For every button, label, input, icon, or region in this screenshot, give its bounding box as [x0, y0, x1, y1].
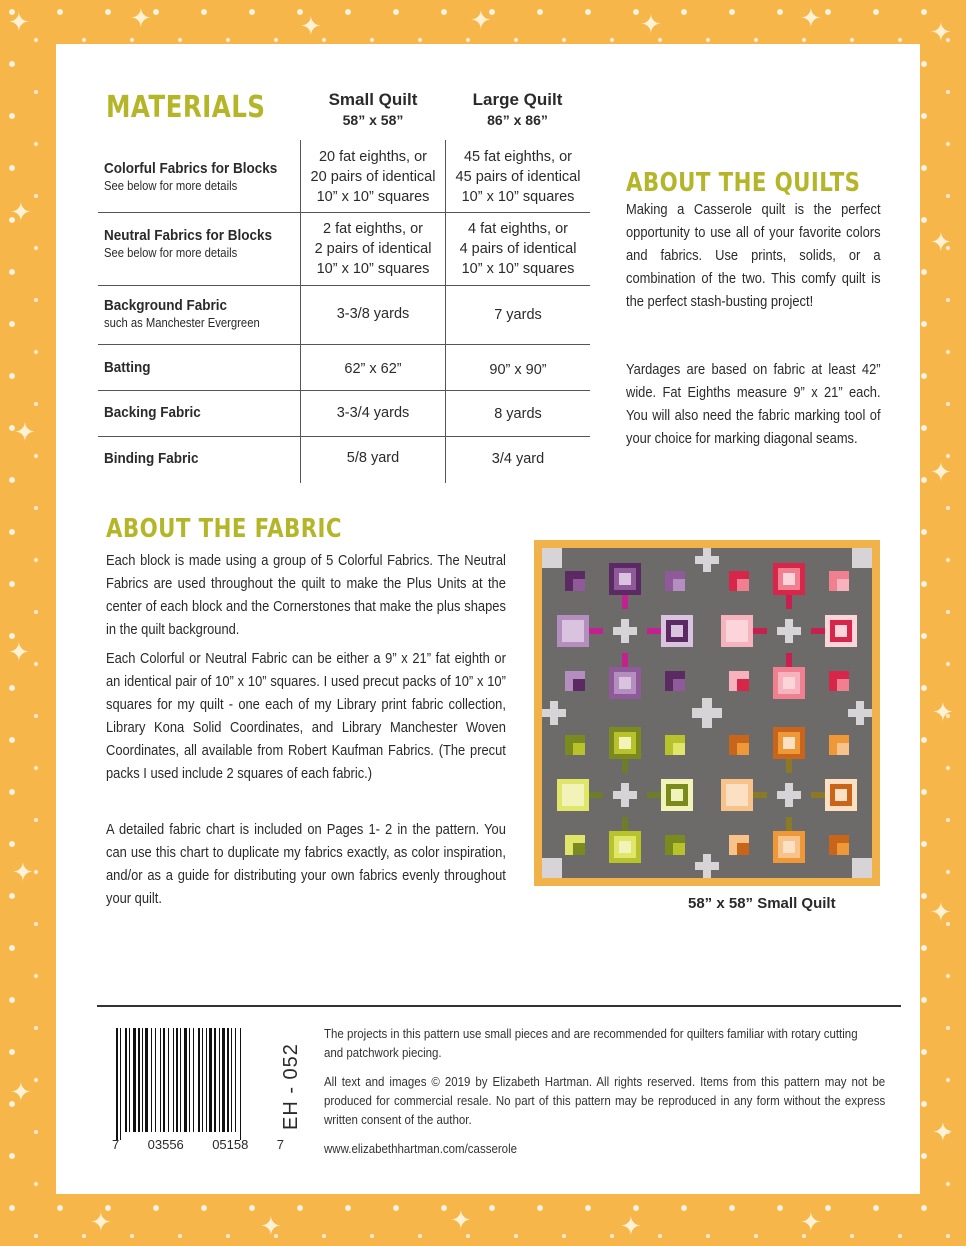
row-label	[104, 297, 277, 330]
star-decoration: ✦	[930, 228, 952, 258]
about-quilts-paragraph-1: Making a Casserole quilt is the perfect opportunity to use all of your favorite colors and fabrics. Use prints, solids, or a combination of the two. This comfy quilt is the perfect stash-busting project!	[626, 201, 881, 310]
column-size: 86” x 86”	[487, 112, 548, 128]
tulip-stem	[622, 595, 628, 609]
row-subtitle: See below for more details	[104, 179, 238, 193]
tulip-center	[783, 737, 795, 749]
barcode-bar	[184, 1028, 187, 1132]
barcode-bar	[163, 1028, 165, 1132]
star-decoration: ✦	[10, 1078, 32, 1108]
row-title: Background Fabric	[104, 297, 228, 314]
tulip-center	[567, 789, 579, 801]
about-fabric-paragraph-2: Each Colorful or Neutral Fabric can be either a 9” x 21” fat eighth or an identical pair of 10” x 10” squares. I used precut packs of 10” x 10” squares for my quilt - one each of my Library print fabric collection, Library Kona Solid Coordinates, and Library Manchester Woven Coordinates, all available from Robert Kaufman Fabrics. (The precut packs I used include 2 squares of each fabric.)	[106, 650, 506, 782]
row-label	[104, 404, 212, 421]
star-decoration: ✦	[930, 458, 952, 488]
tulip-stem	[647, 628, 661, 634]
footer-note: The projects in this pattern use small pieces and are recommended for quilters familiar with rotary cutting and patchwork piecing.	[324, 1027, 858, 1060]
barcode-bar	[214, 1028, 216, 1132]
star-decoration: ✦	[10, 198, 32, 228]
tulip-center	[619, 677, 631, 689]
tulip-center	[835, 789, 847, 801]
small-value: 3-3/8 yards	[336, 306, 410, 322]
star-decoration: ✦	[12, 858, 34, 888]
plus-unit	[621, 619, 629, 643]
barcode	[112, 1028, 282, 1140]
footer-url: www.elizabethhartman.com/casserole	[324, 1142, 518, 1156]
petal-inner	[673, 579, 685, 591]
row-title: Batting	[104, 359, 151, 376]
barcode-digits	[112, 1137, 284, 1152]
sku-label: EH - 052	[280, 1043, 302, 1130]
column-title: Small Quilt	[328, 90, 418, 109]
tulip-center	[567, 625, 579, 637]
quilt-caption: 58” x 58” Small Quilt	[688, 895, 836, 912]
row-label	[104, 359, 156, 376]
large-value: 4 fat eighths, or 4 pairs of identical 10” x 10” squares	[459, 221, 577, 277]
plus-unit	[785, 783, 793, 807]
barcode-digit: 7	[112, 1137, 120, 1152]
barcode-bar	[125, 1028, 127, 1132]
about-quilts-paragraph-2: Yardages are based on fabric at least 42” wide. Fat Eighths measure 9” x 21” each. You will also need the fabric marking tool of your choice for marking diagonal seams.	[626, 361, 881, 447]
tulip-center	[783, 573, 795, 585]
tulip-stem	[589, 792, 603, 798]
barcode-bar	[231, 1028, 232, 1132]
barcode-bar	[120, 1028, 121, 1140]
star-decoration: ✦	[800, 1208, 822, 1238]
tulip-center	[731, 625, 743, 637]
small-value: 2 fat eighths, or 2 pairs of identical 10” x 10” squares	[314, 221, 432, 277]
barcode-bar	[155, 1028, 156, 1132]
petal-inner	[837, 743, 849, 755]
plus-unit	[621, 783, 629, 807]
barcode-bar	[138, 1028, 140, 1132]
about-fabric-paragraph-3: A detailed fabric chart is included on Pages 1- 2 in the pattern. You can use this chart to duplicate my fabrics exactly, as color inspiration, and/or as a guide for distributing your own fabrics evenly throughout your quilt.	[106, 821, 506, 907]
petal-inner	[737, 743, 749, 755]
barcode-bar	[145, 1028, 148, 1132]
petal-inner	[573, 743, 585, 755]
tulip-center	[783, 677, 795, 689]
plus-unit	[702, 698, 712, 728]
tulip-stem	[647, 792, 661, 798]
large-value: 90” x 90”	[489, 362, 547, 378]
row-title: Colorful Fabrics for Blocks	[104, 160, 278, 177]
tulip-center	[731, 789, 743, 801]
cornerstone	[542, 858, 562, 878]
table-row	[98, 391, 590, 437]
table-row	[98, 437, 590, 483]
footer-copyright: All text and images © 2019 by Elizabeth Hartman. All rights reserved. Items from this pattern may not be produced for commercial resale. No part of this pattern may be reproduced in any form without the express written consent of the author.	[324, 1075, 886, 1127]
quilt-image	[534, 540, 880, 886]
barcode-digit: 03556	[147, 1137, 184, 1152]
tulip-center	[619, 737, 631, 749]
small-value: 3-3/4 yards	[336, 405, 410, 421]
tulip-center	[835, 625, 847, 637]
barcode-bar	[173, 1028, 174, 1132]
tulip-stem	[753, 792, 767, 798]
tulip-stem	[786, 759, 792, 773]
cornerstone	[852, 548, 872, 568]
star-decoration: ✦	[260, 1212, 282, 1242]
petal-inner	[837, 679, 849, 691]
petal-inner	[673, 743, 685, 755]
column-size: 58” x 58”	[342, 112, 404, 128]
tulip-stem	[589, 628, 603, 634]
barcode-digit: 7	[276, 1137, 284, 1152]
tulip-center	[619, 573, 631, 585]
barcode-bar	[116, 1028, 118, 1140]
barcode-bar	[129, 1028, 130, 1132]
row-title: Binding Fabric	[104, 450, 199, 467]
barcode-bar	[198, 1028, 200, 1132]
cornerstone	[542, 548, 562, 568]
tulip-center	[671, 625, 683, 637]
table-row	[98, 286, 590, 345]
barcode-bar	[240, 1028, 241, 1140]
column-header-small	[300, 90, 446, 128]
tulip-stem	[786, 817, 792, 831]
small-value: 62” x 62”	[344, 361, 402, 377]
table-row	[98, 140, 590, 213]
plus-unit	[785, 619, 793, 643]
table-row	[98, 345, 590, 391]
row-subtitle: such as Manchester Evergreen	[104, 316, 260, 330]
star-decoration: ✦	[14, 418, 36, 448]
tulip-stem	[622, 759, 628, 773]
materials-heading: MATERIALS	[106, 90, 266, 125]
barcode-bar	[176, 1028, 178, 1132]
column-title: Large Quilt	[472, 90, 563, 109]
tulip-center	[783, 841, 795, 853]
large-value: 3/4 yard	[491, 451, 545, 467]
tulip-stem	[811, 628, 825, 634]
star-decoration: ✦	[640, 10, 662, 40]
barcode-bar	[180, 1028, 181, 1132]
tulip-stem	[622, 817, 628, 831]
star-decoration: ✦	[90, 1208, 112, 1238]
plus-unit	[703, 854, 711, 878]
tulip-center	[619, 841, 631, 853]
about-fabric-paragraph-1: Each block is made using a group of 5 Colorful Fabrics. The Neutral Fabrics are used throughout the quilt to make the Plus Units at the center of each block and the Cornerstones that make the plus shapes in the quilt background.	[106, 552, 506, 638]
plus-unit	[856, 701, 864, 725]
large-value: 7 yards	[494, 307, 542, 323]
star-decoration: ✦	[130, 4, 152, 34]
barcode-bar	[142, 1028, 143, 1132]
star-decoration: ✦	[930, 898, 952, 928]
tulip-stem	[622, 653, 628, 667]
petal-inner	[837, 579, 849, 591]
row-label	[104, 227, 291, 260]
barcode-bar	[202, 1028, 203, 1132]
small-value: 20 fat eighths, or 20 pairs of identical 10” x 10” squares	[310, 149, 436, 205]
star-decoration: ✦	[470, 6, 492, 36]
petal-inner	[737, 579, 749, 591]
large-value: 8 yards	[494, 406, 542, 422]
small-value: 5/8 yard	[346, 450, 400, 466]
star-decoration: ✦	[800, 4, 822, 34]
tulip-stem	[811, 792, 825, 798]
star-decoration: ✦	[930, 18, 952, 48]
barcode-bar	[209, 1028, 212, 1132]
barcode-bar	[168, 1028, 169, 1132]
petal-inner	[837, 843, 849, 855]
large-value: 45 fat eighths, or 45 pairs of identical 10” x 10” squares	[455, 149, 581, 205]
petal-inner	[573, 679, 585, 691]
star-decoration: ✦	[932, 1118, 954, 1148]
barcode-bar	[193, 1028, 194, 1132]
petal-inner	[573, 579, 585, 591]
star-decoration: ✦	[932, 698, 954, 728]
barcode-digit: 05158	[212, 1137, 249, 1152]
barcode-bar	[133, 1028, 136, 1132]
star-decoration: ✦	[450, 1206, 472, 1236]
star-decoration: ✦	[620, 1212, 642, 1242]
plus-unit	[703, 548, 711, 572]
star-decoration: ✦	[8, 8, 30, 38]
about-quilts-heading: ABOUT THE QUILTS	[626, 168, 861, 198]
row-label	[104, 160, 297, 193]
about-fabric-heading: ABOUT THE FABRIC	[106, 514, 342, 544]
barcode-bar	[227, 1028, 229, 1132]
tulip-center	[671, 789, 683, 801]
plus-unit	[550, 701, 558, 725]
barcode-bar	[222, 1028, 225, 1132]
tulip-stem	[786, 653, 792, 667]
petal-inner	[737, 679, 749, 691]
barcode-bar	[206, 1028, 207, 1132]
star-decoration: ✦	[8, 638, 30, 668]
row-title: Neutral Fabrics for Blocks	[104, 227, 273, 244]
cornerstone	[852, 858, 872, 878]
petal-inner	[673, 843, 685, 855]
row-label	[104, 450, 209, 467]
barcode-bar	[151, 1028, 152, 1132]
tulip-stem	[753, 628, 767, 634]
star-decoration: ✦	[300, 12, 322, 42]
barcode-bar	[219, 1028, 220, 1132]
row-subtitle: See below for more details	[104, 246, 238, 260]
barcode-bar	[235, 1028, 236, 1132]
petal-inner	[673, 679, 685, 691]
petal-inner	[573, 843, 585, 855]
footer-divider	[97, 1005, 901, 1007]
column-header-large	[445, 90, 590, 128]
barcode-bar	[189, 1028, 190, 1132]
petal-inner	[737, 843, 749, 855]
table-row	[98, 213, 590, 286]
tulip-stem	[786, 595, 792, 609]
row-title: Backing Fabric	[104, 404, 201, 421]
barcode-bar	[160, 1028, 161, 1132]
